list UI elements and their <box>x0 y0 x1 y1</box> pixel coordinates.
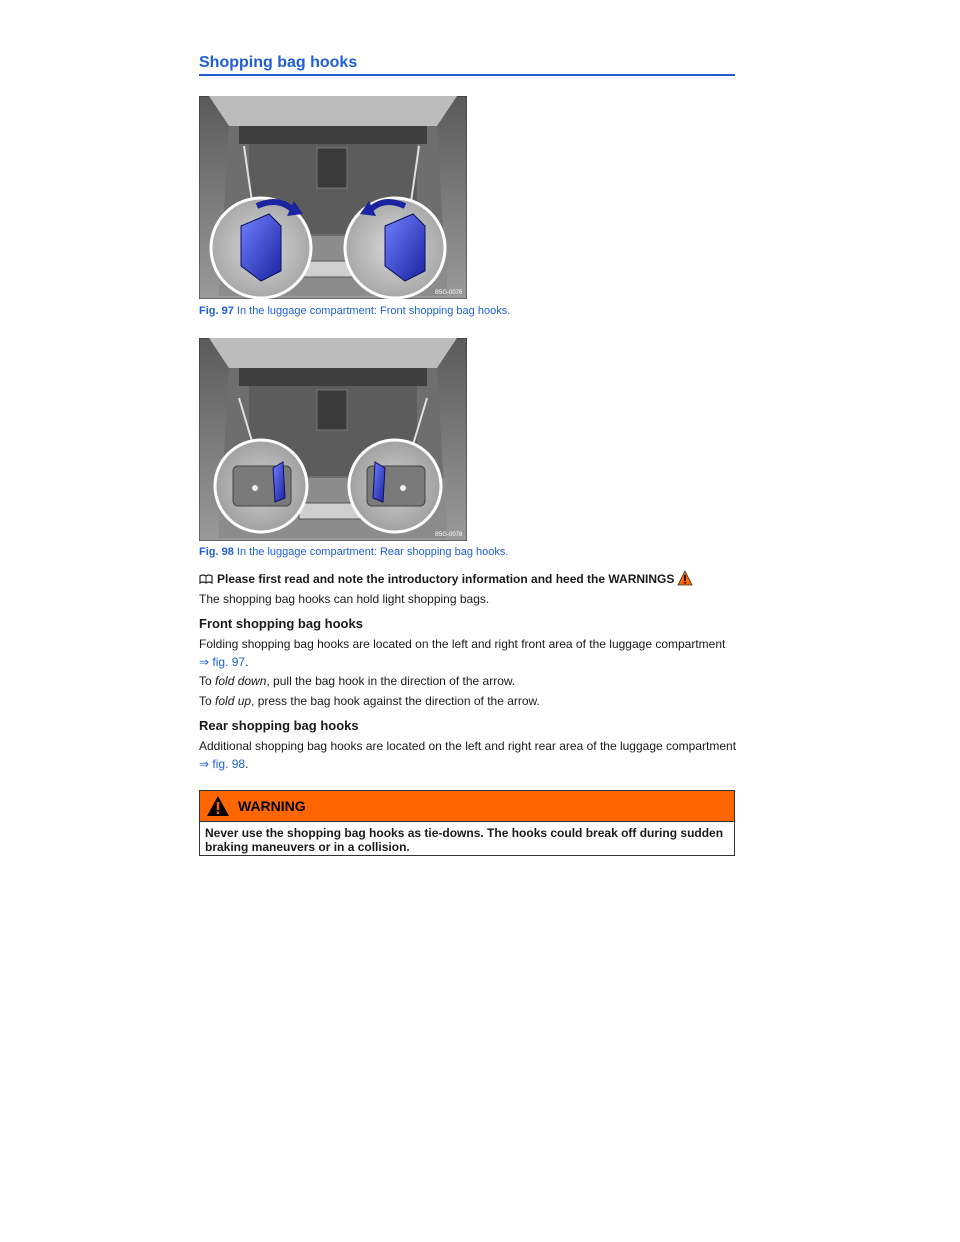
fold-up-prefix: To <box>199 694 216 708</box>
front-ref-line: ⇒ fig. 97. <box>199 655 249 669</box>
figure-97-caption <box>199 305 510 318</box>
rear-ref-line: ⇒ fig. 98. <box>199 757 249 771</box>
fold-up-em: fold up <box>215 694 252 708</box>
front-text: Folding shopping bag hooks are located on the left and right front area of the luggage compartment <box>199 637 726 651</box>
fold-down-rest: , pull the bag hook in the direction of the arrow. <box>266 674 516 688</box>
front-heading: Front shopping bag hooks <box>199 616 363 631</box>
figure-97-text: In the luggage compartment: Front shopping bag hooks. <box>236 305 511 317</box>
figure-98-text: In the luggage compartment: Rear shopping bag hooks. <box>236 546 509 558</box>
front-fig-link[interactable]: ⇒ fig. 97 <box>199 655 246 669</box>
warning-text: Never use the shopping bag hooks as tie-downs. The hooks could break off during sudden braking maneuvers or in a collision. <box>205 826 724 854</box>
fold-down-line <box>199 674 739 689</box>
fold-down-em: fold down <box>215 674 267 688</box>
warning-box <box>199 790 735 856</box>
figure-98-caption <box>199 546 508 559</box>
figure-98-code: B5G-0078 <box>435 532 463 538</box>
rear-fig-link[interactable]: ⇒ fig. 98 <box>199 757 246 771</box>
intro-line <box>199 570 739 587</box>
fold-up-line <box>199 694 739 709</box>
warning-label: WARNING <box>238 798 306 814</box>
rear-heading: Rear shopping bag hooks <box>199 718 359 733</box>
intro-subtext: The shopping bag hooks can hold light shopping bags. <box>199 592 490 606</box>
fold-down-prefix: To <box>199 674 216 688</box>
warning-triangle-icon[interactable] <box>677 570 693 586</box>
book-icon <box>199 574 213 584</box>
rear-text: Additional shopping bag hooks are located on the left and right rear area of the luggage compartment <box>199 739 737 753</box>
figure-98-label: Fig. 98 <box>199 546 234 558</box>
intro-text: Please first read and note the introductory information and heed the WARNINGS <box>217 572 675 586</box>
figure-97-image <box>199 96 467 299</box>
figure-98-image <box>199 338 467 541</box>
fold-up-rest: , press the bag hook against the direction of the arrow. <box>251 694 540 708</box>
warning-triangle-icon <box>206 795 230 817</box>
figure-97-label: Fig. 97 <box>199 305 234 317</box>
page-title: Shopping bag hooks <box>199 54 735 76</box>
warning-header <box>200 791 734 822</box>
figure-97-code: B5G-0076 <box>435 290 463 296</box>
